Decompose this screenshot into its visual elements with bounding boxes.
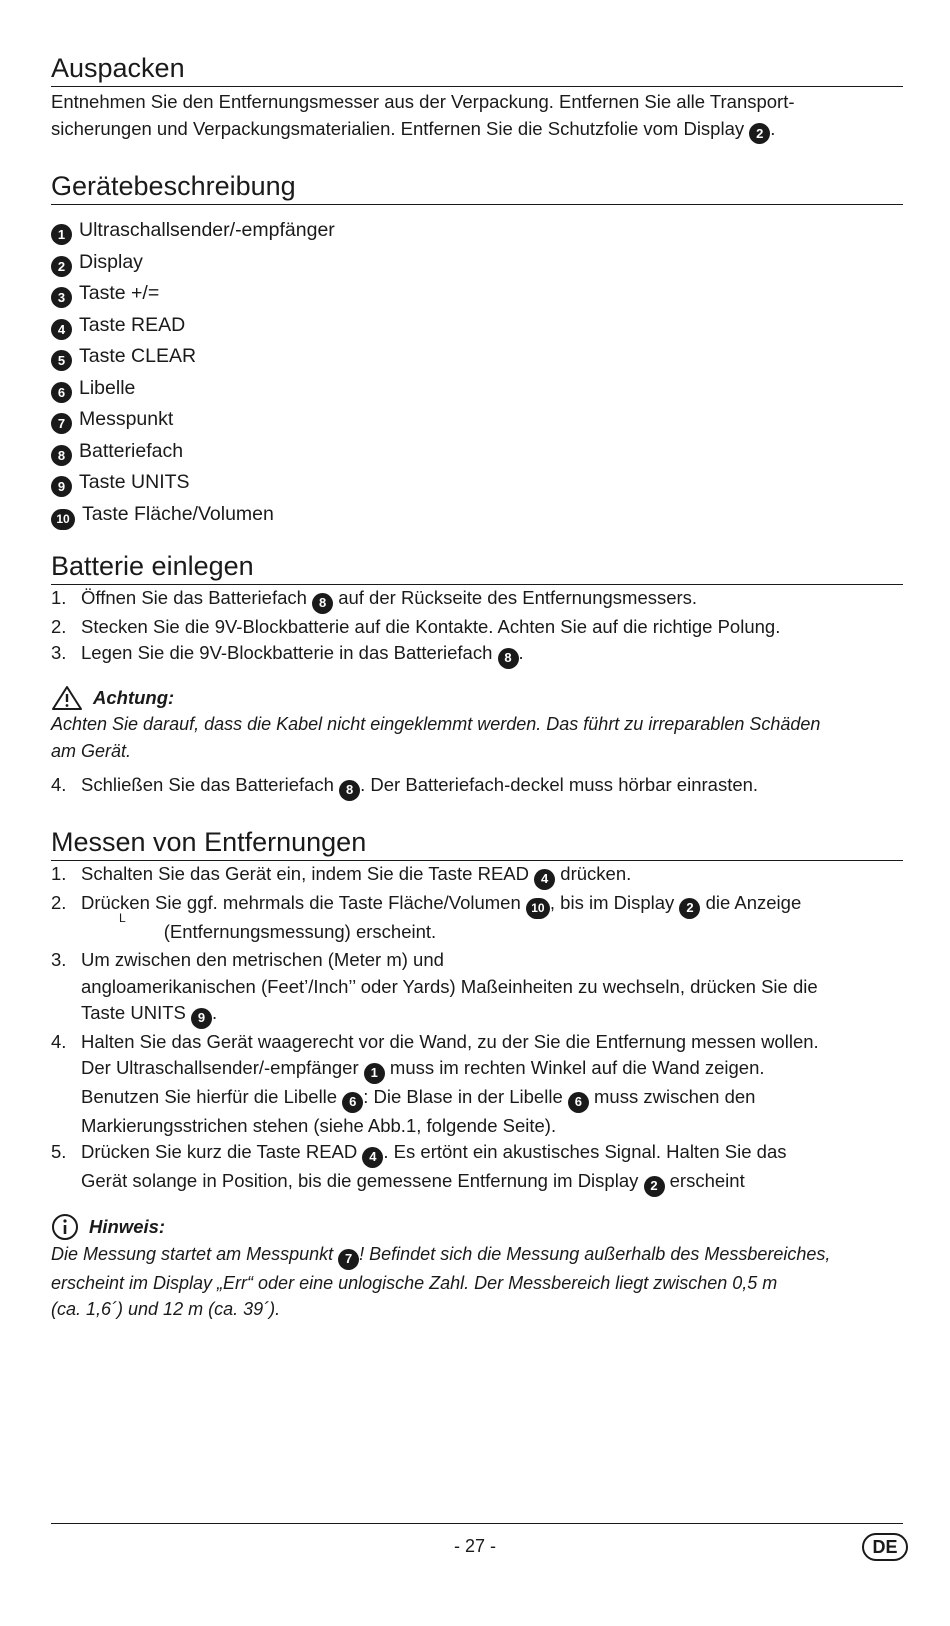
section-measure — [51, 826, 903, 1323]
info-icon — [51, 1213, 79, 1241]
section-title-measure: Messen von Entfernungen — [51, 826, 903, 861]
list-item: 1 Ultraschallsender/-empfänger — [51, 215, 903, 247]
page-number: - 27 - — [453, 1536, 496, 1556]
unpack-text: Entnehmen Sie den Entfernungsmesser aus der Verpackung. Entfernen Sie alle Transport- sicherungen und Verpackungsmaterialien. Entfernen Sie die Schutzfolie vom Display 2 . — [51, 89, 903, 144]
measure-steps — [51, 861, 903, 1197]
step-item: 2. Drücken Sie ggf. mehrmals die Taste Fläche/Volumen 10 , bis im Display 2 die Anzeige $^L$(Entfernungsmessung) erscheint. — [51, 891, 802, 942]
step-item: 2. Stecken Sie die 9V-Blockbatterie auf die Kontakte. Achten Sie auf die richtige Polung. — [51, 615, 781, 637]
list-item: 9 Taste UNITS — [51, 467, 903, 499]
step-item: 1. Öffnen Sie das Batteriefach 8 auf der Rückseite des Entfernungsmessers. — [51, 585, 903, 614]
language-badge: DE — [862, 1533, 908, 1561]
section-title-battery: Batterie einlegen — [51, 550, 903, 585]
section-description — [51, 170, 903, 530]
battery-steps-continued — [51, 772, 903, 801]
step-item: 1. Schalten Sie das Gerät ein, indem Sie die Taste READ 4 drücken. — [51, 861, 903, 890]
list-item: 5 Taste CLEAR — [51, 341, 903, 373]
battery-steps — [51, 585, 903, 669]
list-item: 6 Libelle — [51, 373, 903, 405]
section-unpack — [51, 52, 903, 144]
list-item: 4 Taste READ — [51, 310, 903, 342]
hint-box — [51, 1213, 903, 1323]
section-battery — [51, 550, 903, 801]
section-title-description: Gerätebeschreibung — [51, 170, 903, 205]
hint-title: Hinweis: — [89, 1215, 166, 1237]
list-item: 7 Messpunkt — [51, 404, 903, 436]
hint-text: Die Messung startet am Messpunkt 7 ! Befindet sich die Messung außerhalb des Messbereiches, erscheint im Display „Err“ oder eine unlogische Zahl. Der Messbereich liegt zwischen 0,5 m (ca. 1,6´) und 12 m (ca. 39´). — [51, 1243, 831, 1319]
display-symbol: L — [119, 910, 126, 925]
step-item: 5. Drücken Sie kurz die Taste READ 4 . Es ertönt ein akustisches Signal. Halten Sie das Gerät solange in Position, bis die gemessene Entfernung im Display 2 erscheint — [51, 1139, 903, 1197]
list-item: 2 Display — [51, 247, 903, 279]
footer-divider — [51, 1523, 903, 1524]
list-item: 10 Taste Fläche/Volumen — [51, 499, 903, 531]
list-item: 3 Taste +/= — [51, 278, 903, 310]
step-item: 3. Legen Sie die 9V-Blockbatterie in das Batteriefach 8 . — [51, 640, 903, 669]
warning-box — [51, 685, 903, 764]
warning-title: Achtung: — [93, 687, 175, 708]
section-title-unpack: Auspacken — [51, 52, 903, 87]
step-item: 4. Halten Sie das Gerät waagerecht vor die Wand, zu der Sie die Entfernung messen wollen. Der Ultraschallsender/-empfänger 1 muss im rechten Winkel auf die Wand zeigen. Benutzen Sie hierfür die Libelle 6 : Die Blase in der Libelle 6 muss zwischen den Markierungsstrichen stehen (siehe Abb.1, folgende Seite). — [51, 1030, 819, 1136]
step-item: 3. Um zwischen den metrischen (Meter m) und angloamerikanischen (Feet’/Inch’’ oder Yards) Maßeinheiten zu wechseln, drücken Sie die Taste UNITS 9 . — [51, 947, 903, 1029]
warning-icon — [51, 685, 83, 711]
warning-text: Achten Sie darauf, dass die Kabel nicht eingeklemmt werden. Das führt zu irreparablen Schäden am Gerät. — [51, 714, 821, 761]
ref-badge: 2 — [749, 123, 770, 144]
list-item: 8 Batteriefach — [51, 436, 903, 468]
step-item: 4. Schließen Sie das Batteriefach 8 . Der Batteriefach-deckel muss hörbar einrasten. — [51, 772, 903, 801]
parts-list — [51, 215, 903, 530]
